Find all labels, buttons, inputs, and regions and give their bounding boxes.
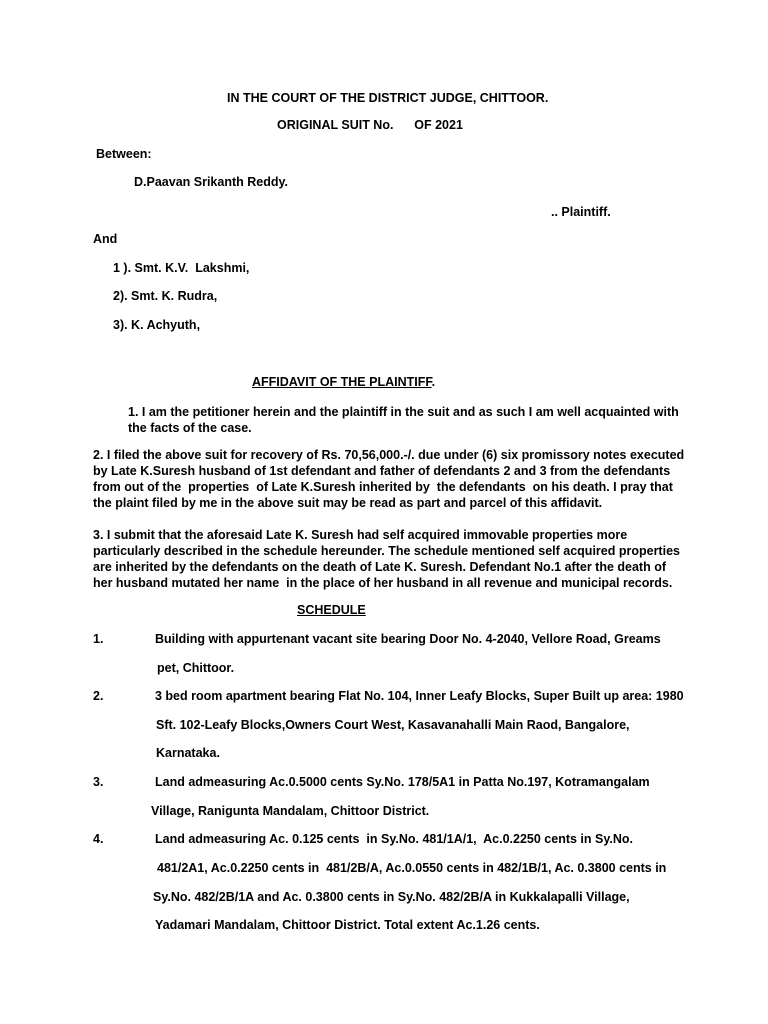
paragraph-line: particularly described in the schedule hereunder. The schedule mentioned self acquired properties (93, 544, 680, 558)
defendant-1: 1 ). Smt. K.V. Lakshmi, (113, 261, 250, 275)
schedule-item-number: 4. (93, 832, 104, 846)
paragraph-line: 2. I filed the above suit for recovery of Rs. 70,56,000.-/. due under (6) six promissory notes executed (93, 448, 685, 462)
paragraph-line: the facts of the case. (128, 421, 252, 435)
schedule-item-line: pet, Chittoor. (157, 661, 235, 675)
schedule-title: SCHEDULE (297, 603, 366, 617)
schedule-item-line: Building with appurtenant vacant site bearing Door No. 4-2040, Vellore Road, Greams (155, 632, 661, 646)
schedule-item-line: Land admeasuring Ac. 0.125 cents in Sy.No. 481/1A/1, Ac.0.2250 cents in Sy.No. (155, 832, 633, 846)
paragraph-line: from out of the properties of Late K.Suresh inherited by the defendants on his death. I pray that (93, 480, 673, 494)
affidavit-title-text: AFFIDAVIT OF THE PLAINTIFF (252, 375, 432, 389)
schedule-item-number: 3. (93, 775, 104, 789)
plaintiff-role: .. Plaintiff. (551, 205, 611, 219)
paragraph-line: 3. I submit that the aforesaid Late K. Suresh had self acquired immovable properties more (93, 528, 628, 542)
defendant-2: 2). Smt. K. Rudra, (113, 289, 218, 303)
defendant-3: 3). K. Achyuth, (113, 318, 201, 332)
between-label: Between: (96, 147, 152, 161)
schedule-item-number: 2. (93, 689, 104, 703)
schedule-item-line: Village, Ranigunta Mandalam, Chittoor District. (151, 804, 430, 818)
affidavit-title (252, 376, 435, 389)
schedule-item-line: Karnataka. (156, 746, 220, 760)
affidavit-title-suffix: . (431, 375, 436, 389)
affidavit-paragraph-3 (93, 527, 680, 591)
schedule-item-number: 1. (93, 632, 104, 646)
paragraph-line: her husband mutated her name in the place of her husband in all revenue and municipal records. (93, 576, 673, 590)
paragraph-line: 1. I am the petitioner herein and the plaintiff in the suit and as such I am well acquainted with (128, 405, 679, 419)
plaintiff-name: D.Paavan Srikanth Reddy. (134, 175, 288, 189)
paragraph-line: by Late K.Suresh husband of 1st defendant and father of defendants 2 and 3 from the defendants (93, 464, 671, 478)
paragraph-line: the plaint filed by me in the above suit may be read as part and parcel of this affidavit. (93, 496, 603, 510)
schedule-item-line: Sy.No. 482/2B/1A and Ac. 0.3800 cents in Sy.No. 482/2B/A in Kukkalapalli Village, (153, 890, 630, 904)
paragraph-line: are inherited by the defendants on the death of Late K. Suresh. Defendant No.1 after the death of (93, 560, 666, 574)
affidavit-paragraph-1 (128, 404, 679, 436)
schedule-item-line: Yadamari Mandalam, Chittoor District. Total extent Ac.1.26 cents. (155, 918, 540, 932)
and-label: And (93, 232, 118, 246)
suit-number: ORIGINAL SUIT No. OF 2021 (277, 118, 463, 132)
schedule-item-line: 3 bed room apartment bearing Flat No. 104, Inner Leafy Blocks, Super Built up area: 1980 (155, 689, 684, 703)
schedule-item-line: Sft. 102-Leafy Blocks,Owners Court West, Kasavanahalli Main Raod, Bangalore, (156, 718, 630, 732)
schedule-item-line: Land admeasuring Ac.0.5000 cents Sy.No. 178/5A1 in Patta No.197, Kotramangalam (155, 775, 650, 789)
court-heading: IN THE COURT OF THE DISTRICT JUDGE, CHITTOOR. (227, 91, 549, 105)
schedule-item-line: 481/2A1, Ac.0.2250 cents in 481/2B/A, Ac.0.0550 cents in 482/1B/1, Ac. 0.3800 cents in (157, 861, 667, 875)
affidavit-paragraph-2 (93, 447, 684, 511)
